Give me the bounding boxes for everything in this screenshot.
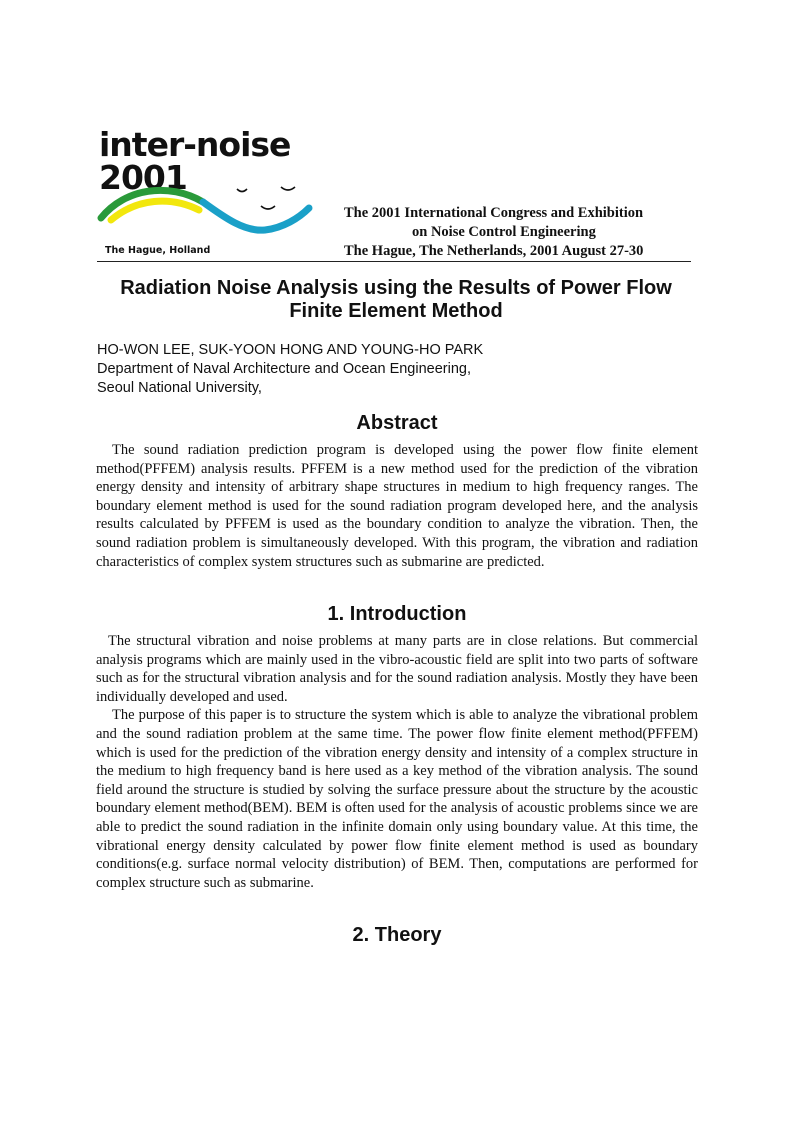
title-line-1: Radiation Noise Analysis using the Results of Power Flow: [120, 277, 672, 299]
introduction-paragraph-1: The structural vibration and noise problems at many parts are in close relations. But commercial analysis programs which are mainly used in the vibro-acoustic field are split into two parts of software such as for the structural vibration analysis and for the sound radiation analysis. Mostly they have been individually developed and used.: [96, 633, 698, 705]
inter-noise-logo: [97, 125, 337, 260]
author-block: [97, 341, 483, 398]
logo-eye-left: [237, 189, 247, 192]
logo-yellow-wave: [111, 201, 199, 220]
conference-line-2: on Noise Control Engineering: [412, 224, 596, 240]
introduction-heading: 1. Introduction: [327, 603, 467, 625]
title-line-2: Finite Element Method: [289, 300, 503, 322]
introduction-body: [96, 632, 698, 892]
department: Department of Naval Architecture and Ocean Engineering,: [97, 361, 471, 377]
abstract-text: The sound radiation prediction program is developed using the power flow finite element method(PFFEM) analysis results. PFFEM is a new method used for the prediction of the vibration energy density and intensity of arbitrary shape structures in medium to high frequency ranges. The boundary element method is used for the sound radiation program developed here, and the analysis results calculated by PFFEM is used as the boundary condition to analyze the vibration. Then, the sound radiation problem is simultaneously developed. With this program, the vibration and radiation characteristics of complex system structures such as submarine are predicted.: [96, 442, 698, 570]
abstract-body: [96, 441, 698, 571]
logo-wordmark: inter-noise 2001: [99, 125, 291, 197]
conference-info: [344, 204, 684, 261]
university: Seoul National University,: [97, 380, 262, 396]
logo-place: The Hague, Holland: [105, 245, 211, 256]
introduction-paragraph-2: The purpose of this paper is to structure the system which is able to analyze the vibrational problem and the sound radiation problem at the same time. The power flow finite element method(PFFEM) which is used for the prediction of the vibration energy density and intensity of a complex structure in the medium to high frequency band is here used as a key method of the vibration analysis. The sound field around the structure is studied by solving the surface pressure about the structure by the acoustic boundary element method(BEM). BEM is often used for the analysis of acoustic problems since we are able to predict the sound radiation in the infinite domain only using boundary value. At this time, the vibrational energy density calculated by power flow finite element method is used as boundary conditions(e.g. surface normal velocity distribution) of BEM. Then, computations are performed for complex structure such as submarine.: [96, 707, 698, 891]
logo-eye-right: [281, 187, 295, 190]
logo-blue-wave: [203, 202, 309, 230]
conference-line-3: The Hague, The Netherlands, 2001 August 27-30: [344, 243, 644, 259]
paper-title: [97, 277, 695, 323]
wave-smile-icon: [97, 180, 337, 244]
theory-heading: 2. Theory: [352, 924, 442, 946]
header-divider: [97, 261, 691, 262]
authors: HO-WON LEE, SUK-YOON HONG AND YOUNG-HO PARK: [97, 342, 484, 358]
conference-line-1: The 2001 International Congress and Exhibition: [344, 205, 644, 221]
abstract-heading: Abstract: [356, 412, 438, 434]
logo-mouth: [261, 206, 275, 209]
